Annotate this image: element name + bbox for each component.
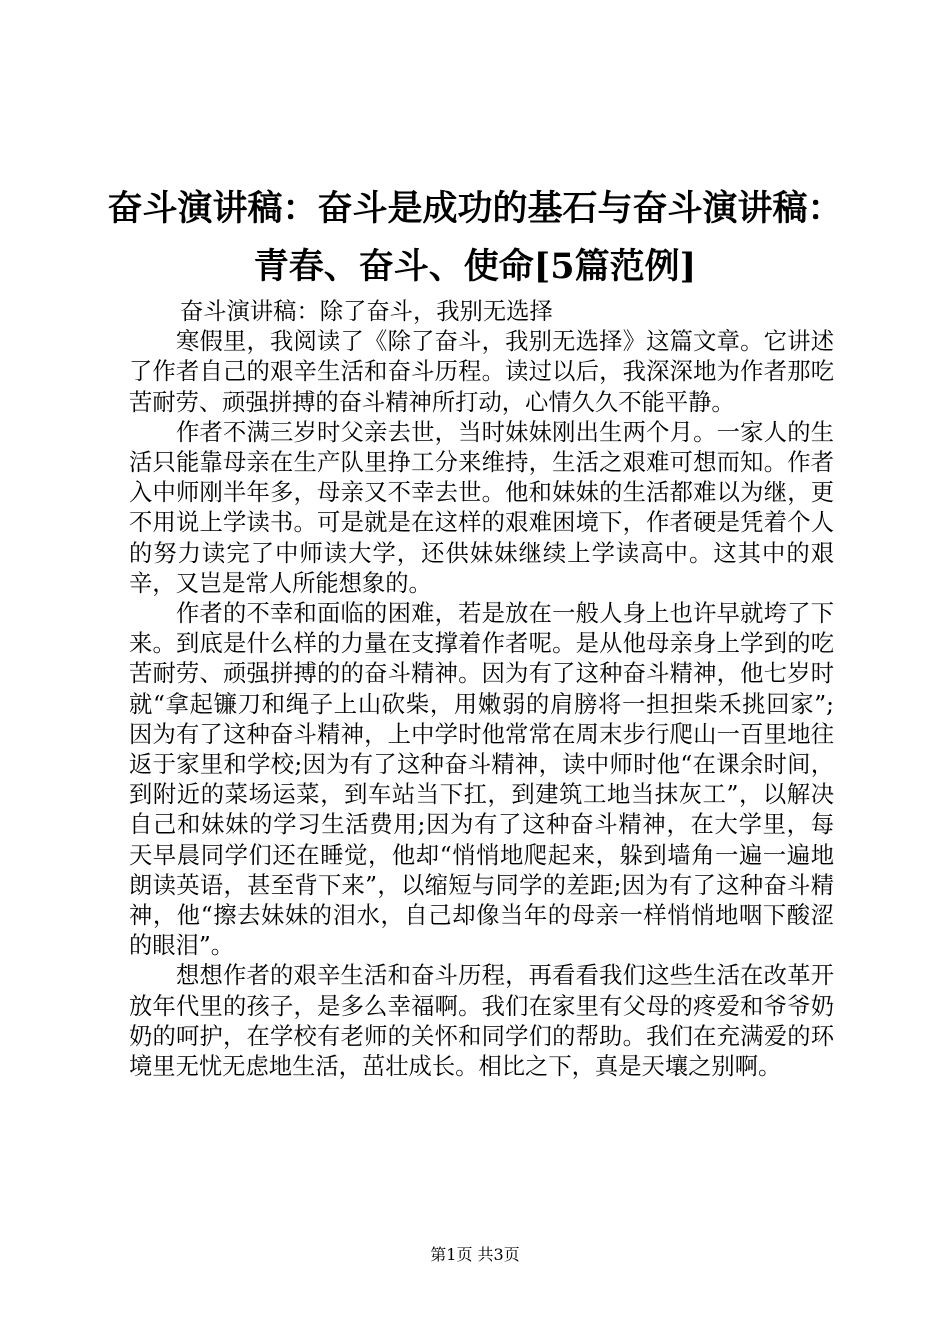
subtitle: 奋斗演讲稿：除了奋斗，我别无选择: [180, 298, 553, 325]
paragraph-3: 作者的不幸和面临的困难，若是放在一般人身上也许早就垮了下来。到底是什么样的力量在支撑着作者呢。是从他母亲身上学到的吃苦耐劳、顽强拼搏的的奋斗精神。因为有了这种奋斗精神，他七岁时就“拿起镰刀和绳子上山砍柴，用嫩弱的肩膀将一担担柴禾挑回家”;因为有了这种奋斗精神，上中学时他常常在周末步行爬山一百里地往返于家里和学校;因为有了这种奋斗精神，读中师时他“在课余时间，到附近的菜场运菜，到车站当下扛，到建筑工地当抹灰工”，以解决自己和妹妹的学习生活费用;因为有了这种奋斗精神，在大学里，每天早晨同学们还在睡觉，他却“悄悄地爬起来，躲到墙角一遍一遍地朗读英语，甚至背下来”，以缩短与同学的差距;因为有了这种奋斗精神，他“擦去妹妹的泪水，自己却像当年的母亲一样悄悄地咽下酸涩的眼泪”。: [129, 600, 834, 960]
page-title-line-1: 奋斗演讲稿：奋斗是成功的基石与奋斗演讲稿：: [107, 188, 843, 229]
paragraph-2: 作者不满三岁时父亲去世，当时妹妹刚出生两个月。一家人的生活只能靠母亲在生产队里挣工分来维持，生活之艰难可想而知。作者入中师刚半年多，母亲又不幸去世。他和妹妹的生活都难以为继，更不用说上学读书。可是就是在这样的艰难困境下，作者硬是凭着个人的努力读完了中师读大学，还供妹妹继续上学读高中。这其中的艰辛，又岂是常人所能想象的。: [129, 418, 834, 597]
paragraph-1: 寒假里，我阅读了《除了奋斗，我别无选择》这篇文章。它讲述了作者自己的艰辛生活和奋斗历程。读过以后，我深深地为作者那吃苦耐劳、顽强拼搏的奋斗精神所打动，心情久久不能平静。: [129, 328, 834, 416]
page-title-line-2: 青春、奋斗、使命[5篇范例]: [253, 246, 697, 287]
document-body: [129, 297, 834, 1082]
paragraph-4: 想想作者的艰辛生活和奋斗历程，再看看我们这些生活在改革开放年代里的孩子，是多么幸福啊。我们在家里有父母的疼爱和爷爷奶奶的呵护，在学校有老师的关怀和同学们的帮助。我们在充满爱的环境里无忧无虑地生活，茁壮成长。相比之下，真是天壤之别啊。: [129, 962, 834, 1081]
page-footer: 第1页 共3页: [430, 1245, 520, 1264]
